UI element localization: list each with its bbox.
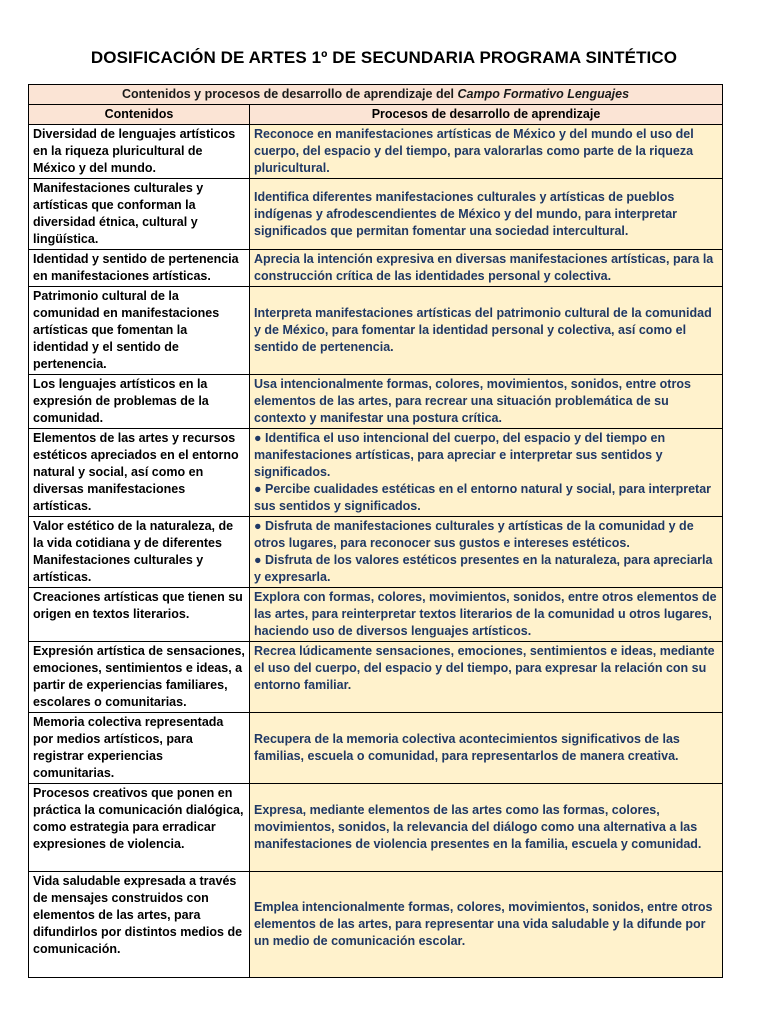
proceso-cell <box>250 429 723 517</box>
proceso-bullet: ● Percibe cualidades estéticas en el entorno natural y social, para interpretar sus sentidos y significados. <box>254 482 712 513</box>
table-title <box>29 85 723 105</box>
table-row <box>29 517 723 588</box>
proceso-bullet: ● Disfruta de manifestaciones culturales y artísticas de la comunidad y de otros lugares, para reconocer sus gustos e intereses estéticos. <box>254 519 694 550</box>
contenido-cell: Procesos creativos que ponen en práctica la comunicación dialógica, como estrategia para erradicar expresiones de violencia. <box>29 784 250 872</box>
table-row <box>29 588 723 642</box>
table-row <box>29 784 723 872</box>
column-header-row <box>29 105 723 125</box>
proceso-bullet: ● Identifica el uso intencional del cuerpo, del espacio y del tiempo en manifestaciones artísticas, para apreciar e interpretar sus sentidos y significados. <box>254 431 666 479</box>
contenido-cell: Diversidad de lenguajes artísticos en la riqueza pluricultural de México y del mundo. <box>29 125 250 179</box>
contenido-cell: Memoria colectiva representada por medios artísticos, para registrar experiencias comunitarias. <box>29 713 250 784</box>
table-row <box>29 179 723 250</box>
table-title-italic: Campo Formativo Lenguajes <box>457 87 630 101</box>
dosificacion-table <box>28 84 723 978</box>
proceso-cell: Identifica diferentes manifestaciones culturales y artísticas de pueblos indígenas y afrodescendientes de México y del mundo, para interpretar significados que permitan fomentar una sociedad intercultural. <box>250 179 723 250</box>
page-title: DOSIFICACIÓN DE ARTES 1º DE SECUNDARIA PROGRAMA SINTÉTICO <box>90 48 678 67</box>
table-row <box>29 375 723 429</box>
table-title-normal: Contenidos y procesos de desarrollo de aprendizaje del <box>121 87 458 101</box>
proceso-cell: Interpreta manifestaciones artísticas del patrimonio cultural de la comunidad y de México, para fomentar la identidad personal y colectiva, así como el sentido de pertenencia. <box>250 287 723 375</box>
contenido-cell: Los lenguajes artísticos en la expresión de problemas de la comunidad. <box>29 375 250 429</box>
contenido-cell: Expresión artística de sensaciones, emociones, sentimientos e ideas, a partir de experiencias familiares, escolares o comunitarias. <box>29 642 250 713</box>
proceso-cell: Explora con formas, colores, movimientos, sonidos, entre otros elementos de las artes, para reinterpretar textos literarios de la comunidad u otros lugares, haciendo uso de diversos lenguajes artísticos. <box>250 588 723 642</box>
proceso-cell: Emplea intencionalmente formas, colores, movimientos, sonidos, entre otros elementos de las artes, para representar una vida saludable y la difunde por un medio de comunicación escolar. <box>250 872 723 978</box>
proceso-cell: Recupera de la memoria colectiva acontecimientos significativos de las familias, escuela o comunidad, para representarlos de manera creativa. <box>250 713 723 784</box>
table-row <box>29 713 723 784</box>
table-row <box>29 872 723 978</box>
table-row <box>29 250 723 287</box>
contenido-cell: Elementos de las artes y recursos estéticos apreciados en el entorno natural y social, así como en diversas manifestaciones artísticas. <box>29 429 250 517</box>
contenido-cell: Vida saludable expresada a través de mensajes construidos con elementos de las artes, para difundirlos por distintos medios de comunicación. <box>29 872 250 978</box>
table-row <box>29 287 723 375</box>
column-header-contenidos: Contenidos <box>29 105 250 125</box>
proceso-cell: Usa intencionalmente formas, colores, movimientos, sonidos, entre otros elementos de las artes, para recrear una situación problemática de su contexto y manifestar una postura crítica. <box>250 375 723 429</box>
table-row <box>29 429 723 517</box>
contenido-cell: Valor estético de la naturaleza, de la vida cotidiana y de diferentes Manifestaciones culturales y artísticas. <box>29 517 250 588</box>
table-row <box>29 642 723 713</box>
proceso-cell: Reconoce en manifestaciones artísticas de México y del mundo el uso del cuerpo, del espacio y del tiempo, para valorarlas como parte de la riqueza pluricultural. <box>250 125 723 179</box>
proceso-cell: Recrea lúdicamente sensaciones, emociones, sentimientos e ideas, mediante el uso del cuerpo, del espacio y del tiempo, para expresar la relación con su entorno familiar. <box>250 642 723 713</box>
proceso-cell: Expresa, mediante elementos de las artes como las formas, colores, movimientos, sonidos, la relevancia del diálogo como una alternativa a las manifestaciones de violencia presentes en la familia, escuela y comunidad. <box>250 784 723 872</box>
column-header-procesos: Procesos de desarrollo de aprendizaje <box>250 105 723 125</box>
contenido-cell: Patrimonio cultural de la comunidad en manifestaciones artísticas que fomentan la identidad y el sentido de pertenencia. <box>29 287 250 375</box>
proceso-cell <box>250 517 723 588</box>
table-title-row <box>29 85 723 105</box>
contenido-cell: Creaciones artísticas que tienen su origen en textos literarios. <box>29 588 250 642</box>
table-row <box>29 125 723 179</box>
contenido-cell: Identidad y sentido de pertenencia en manifestaciones artísticas. <box>29 250 250 287</box>
proceso-cell: Aprecia la intención expresiva en diversas manifestaciones artísticas, para la construcción crítica de las identidades personal y colectiva. <box>250 250 723 287</box>
contenido-cell: Manifestaciones culturales y artísticas que conforman la diversidad étnica, cultural y lingüística. <box>29 179 250 250</box>
proceso-bullet: ● Disfruta de los valores estéticos presentes en la naturaleza, para apreciarla y expresarla. <box>254 553 713 584</box>
